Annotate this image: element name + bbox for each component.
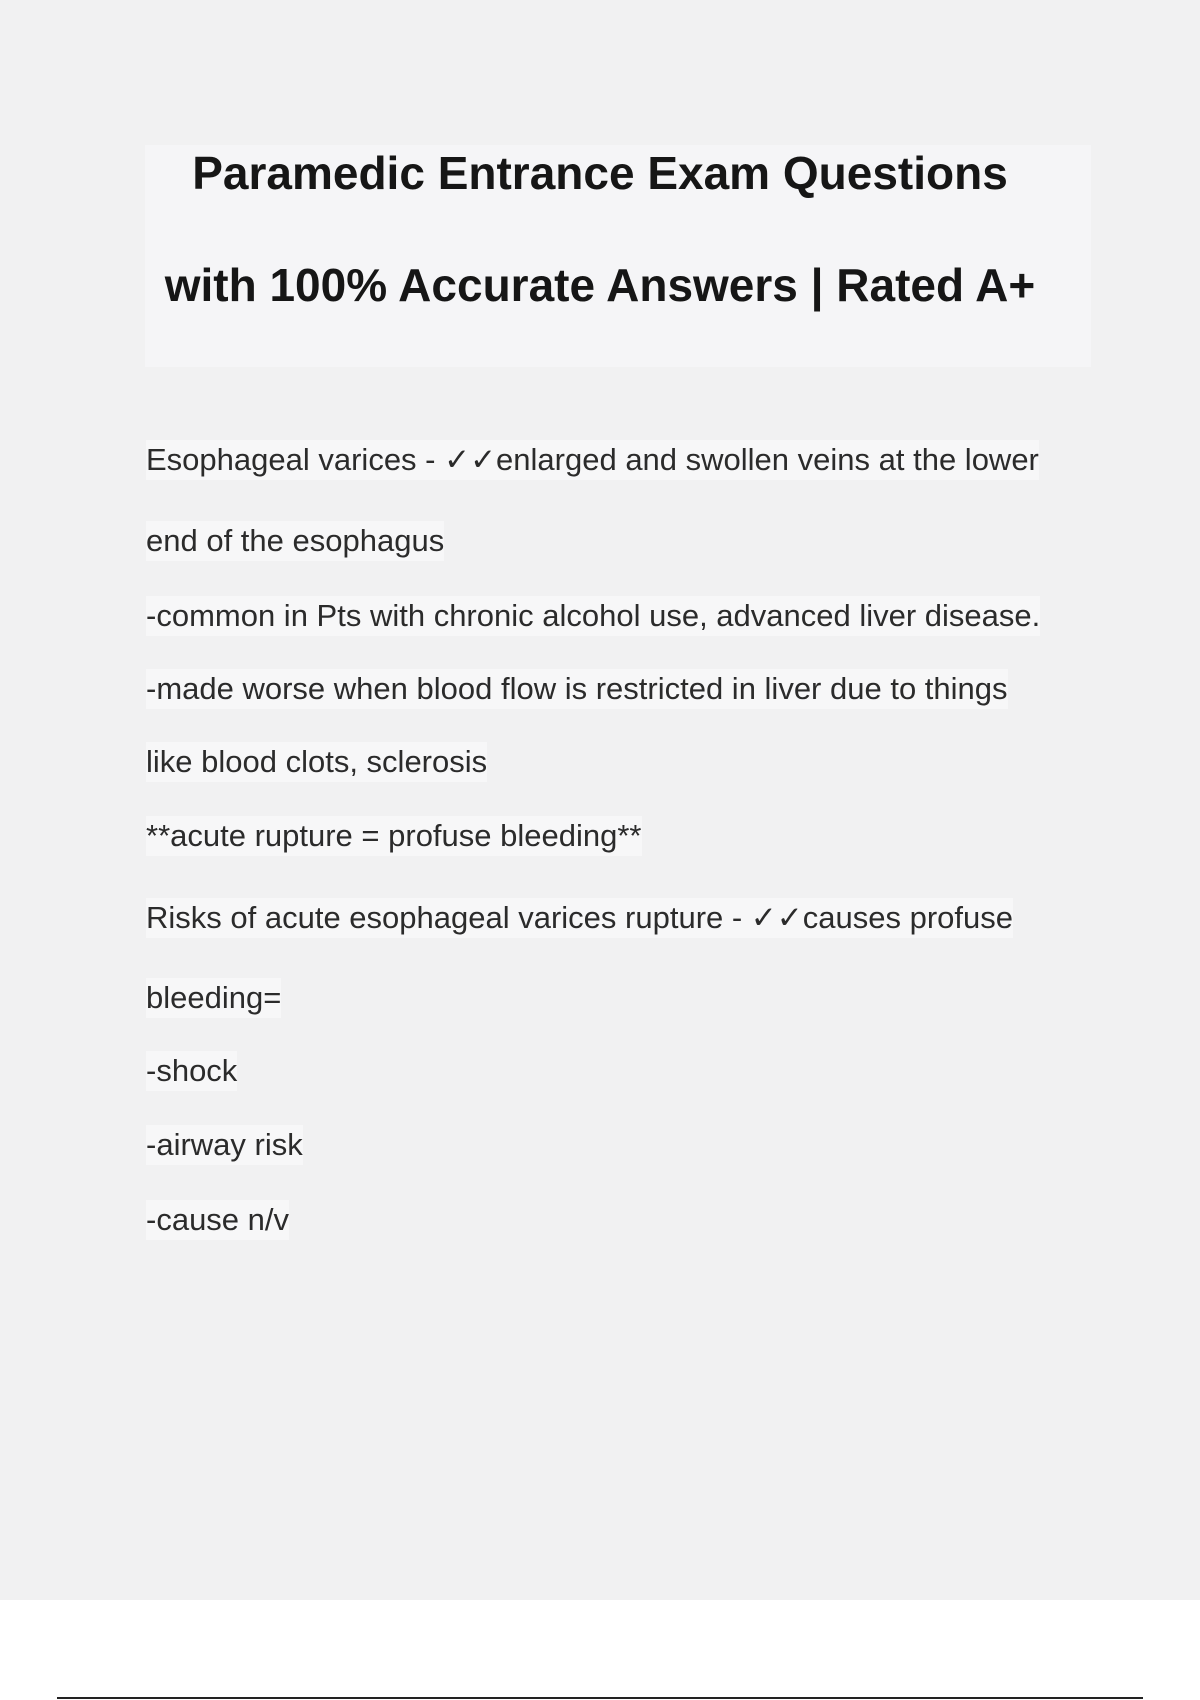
document-title-line-2: with 100% Accurate Answers | Rated A+ [164, 259, 1036, 311]
body-line: Risks of acute esophageal varices rupture - ✓✓causes profuse [146, 898, 1013, 938]
document-title-line-1: Paramedic Entrance Exam Questions [192, 147, 1008, 199]
body-line: -cause n/v [146, 1200, 289, 1240]
body-line: -common in Pts with chronic alcohol use, advanced liver disease. [146, 596, 1040, 636]
body-line: Esophageal varices - ✓✓enlarged and swollen veins at the lower [146, 440, 1039, 480]
body-line: **acute rupture = profuse bleeding** [146, 816, 642, 856]
body-line: end of the esophagus [146, 521, 444, 561]
body-line: like blood clots, sclerosis [146, 742, 487, 782]
footer-rule [57, 1697, 1143, 1699]
body-line: -airway risk [146, 1125, 303, 1165]
body-line: -made worse when blood flow is restricted in liver due to things [146, 669, 1008, 709]
body-line: -shock [146, 1051, 237, 1091]
body-line: bleeding= [146, 978, 281, 1018]
